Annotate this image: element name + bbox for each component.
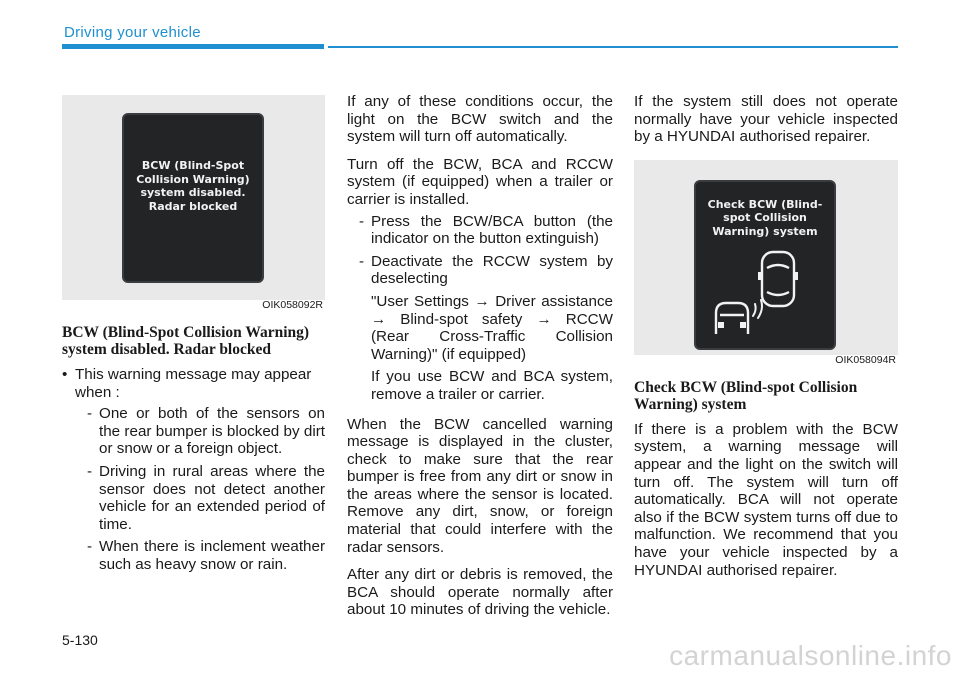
bullet-text: This warning message may appear when : xyxy=(75,366,312,401)
dash-item: - Press the BCW/BCA button (the indicator on the button extinguish) xyxy=(347,213,613,248)
section-title: Driving your vehicle xyxy=(64,24,201,41)
note-text: If you use BCW and BCA system, remove a trailer or carrier. xyxy=(371,368,613,403)
dash-item: - When there is inclement weather such as heavy snow or rain. xyxy=(75,538,325,573)
paragraph: When the BCW cancelled warning message is displayed in the cluster, check to make sure that the rear bumper is free from any dirt or snow in the areas where the sensor is located. Remove any dirt, snow, or foreign material that could interfere with the radar sensors. xyxy=(347,415,613,556)
cluster-message: BCW (Blind-Spot Collision Warning) system disabled. Radar blocked xyxy=(136,159,250,213)
cluster-figure-check-bcw xyxy=(634,160,898,367)
blind-spot-cars-icon xyxy=(696,182,834,348)
bullet-item xyxy=(62,366,325,574)
watermark: carmanualsonline.info xyxy=(669,640,952,671)
column-right xyxy=(634,93,898,589)
paragraph: Turn off the BCW, BCA and RCCW system (if equipped) when a trailer or carrier is installed. xyxy=(347,155,613,208)
column-left xyxy=(62,95,325,580)
page-number: 5-130 xyxy=(62,632,98,648)
subtitle-check-bcw: Check BCW (Blind-spot Collision Warning) system xyxy=(634,378,858,413)
dash-item: - Deactivate the RCCW system by deselecting xyxy=(347,253,613,288)
cluster-display xyxy=(122,113,264,283)
header-rule-thick xyxy=(62,44,324,49)
cluster-figure-radar-blocked xyxy=(62,95,325,312)
subtitle-radar-blocked: BCW (Blind-Spot Collision Warning) system disabled. Radar blocked xyxy=(62,324,310,358)
bullet-list xyxy=(62,366,325,574)
header-rule-thin xyxy=(328,46,898,48)
paragraph: After any dirt or debris is removed, the BCA should operate normally after about 10 minutes of driving the vehicle. xyxy=(347,566,613,619)
cluster-display xyxy=(694,180,836,350)
column-middle xyxy=(347,93,613,629)
dash-list xyxy=(75,405,325,573)
paragraph: If the system still does not operate normally have your vehicle inspected by a HYUNDAI authorised repairer. xyxy=(634,93,898,146)
cluster-message: Check BCW (Blind- spot Collision Warning) system xyxy=(707,197,823,238)
dash-list xyxy=(347,213,613,288)
paragraph: If any of these conditions occur, the light on the BCW switch and the system will turn off automatically. xyxy=(347,93,613,146)
dash-item: - Driving in rural areas where the sensor does not detect another vehicle for an extended period of time. xyxy=(75,463,325,533)
figure-code: OIK058092R xyxy=(262,299,323,312)
paragraph: If there is a problem with the BCW system, a warning message will appear and the light on the switch will turn off. The system will turn off automatically. BCA will not operate also if the BCW system turns off due to malfunction. We recommend that you have your vehicle inspected by a HYUNDAI authorised repairer. xyxy=(634,420,898,579)
settings-path: "User Settings → Driver assistance → Blind-spot safety → RCCW (Rear Cross-Traffic Collision Warning)" (if equipped) xyxy=(371,292,613,363)
figure-code: OIK058094R xyxy=(835,354,896,367)
dash-item: - One or both of the sensors on the rear bumper is blocked by dirt or snow or a foreign object. xyxy=(75,405,325,458)
